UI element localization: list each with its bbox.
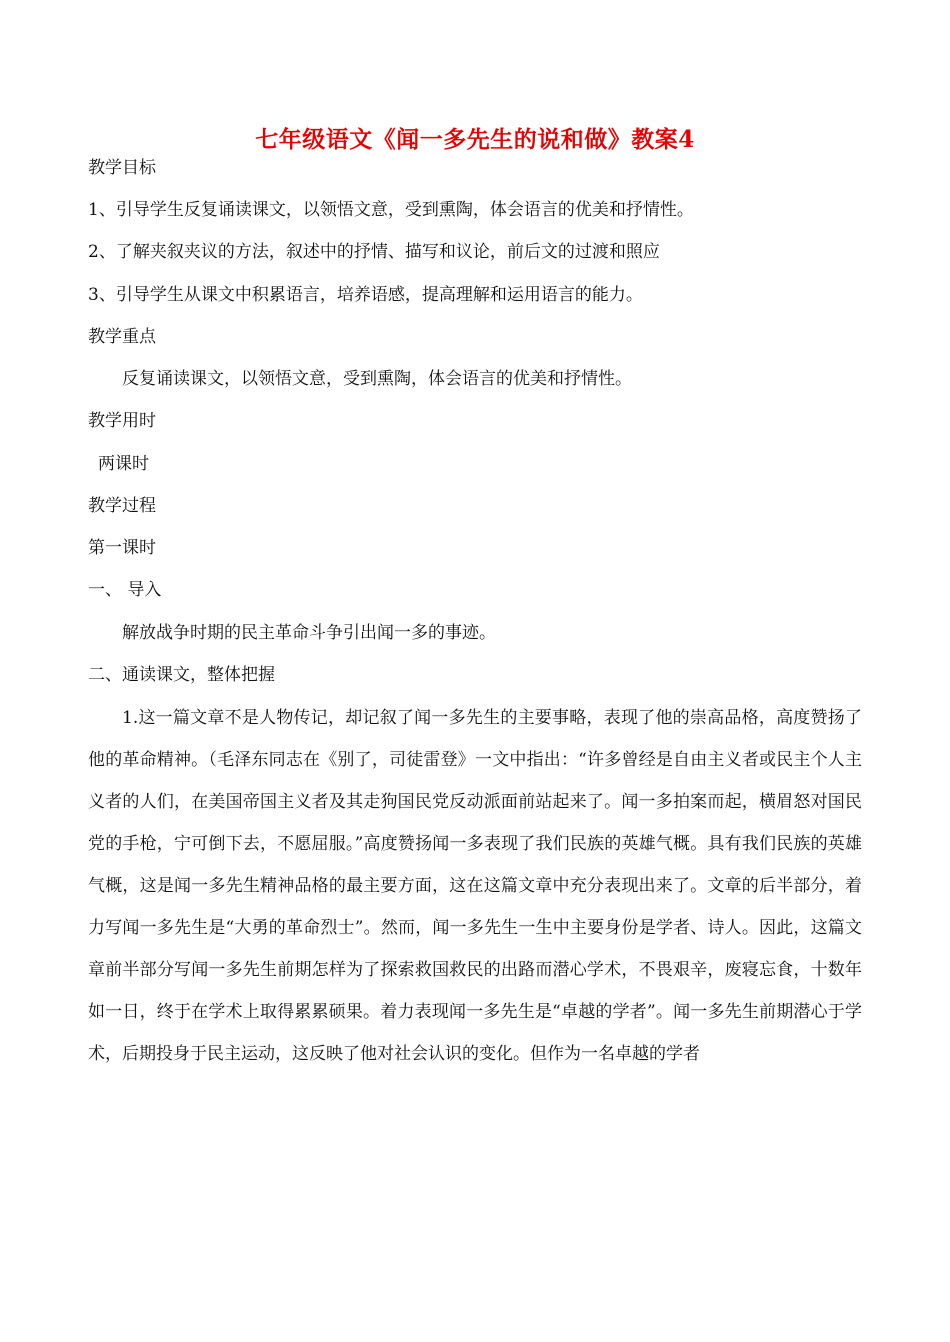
heading-lesson-one: 第一课时 xyxy=(88,538,156,558)
time-value: 两课时 xyxy=(98,454,149,474)
heading-key-points: 教学重点 xyxy=(88,327,156,347)
document-title: 七年级语文《闻一多先生的说和做》教案4 xyxy=(255,126,695,153)
heading-time: 教学用时 xyxy=(88,411,156,431)
key-point-text: 反复诵读课文，以领悟文意，受到熏陶，体会语言的优美和抒情性。 xyxy=(122,369,632,389)
section-intro-heading: 一、 导入 xyxy=(88,580,162,600)
body-paragraph: 1.这一篇文章不是人物传记，却记叙了闻一多先生的主要事略，表现了他的崇高品格，高度赞扬了他的革命精神。（毛泽东同志在《别了，司徒雷登》一文中指出：“许多曾经是自由主义者或民主个人主义者的人们，在美国帝国主义者及其走狗国民党反动派面前站起来了。闻一多拍案而起，横眉怒对国民党的手枪，宁可倒下去，不愿屈服。”高度赞扬闻一多表现了我们民族的英雄气概。具有我们民族的英雄气概，这是闻一多先生精神品格的最主要方面，这在这篇文章中充分表现出来了。文章的后半部分，着力写闻一多先生是“大勇的革命烈士”。然而，闻一多先生一生中主要身份是学者、诗人。因此，这篇文章前半部分写闻一多先生前期怎样为了探索救国救民的出路而潜心学术，不畏艰辛，废寝忘食，十数年如一日，终于在学术上取得累累硕果。着力表现闻一多先生是“卓越的学者”。闻一多先生前期潜心于学术，后期投身于民主运动，这反映了他对社会认识的变化。但作为一名卓越的学者 xyxy=(88,708,862,1064)
goal-item-2: 2、了解夹叙夹议的方法，叙述中的抒情、描写和议论，前后文的过渡和照应 xyxy=(88,242,660,262)
goal-item-3: 3、引导学生从课文中积累语言，培养语感，提高理解和运用语言的能力。 xyxy=(88,285,643,305)
section-intro-text: 解放战争时期的民主革命斗争引出闻一多的事迹。 xyxy=(122,623,496,643)
heading-teaching-goals: 教学目标 xyxy=(88,158,156,178)
heading-process: 教学过程 xyxy=(88,496,156,516)
section-reading-heading: 二、通读课文，整体把握 xyxy=(88,665,275,685)
goal-item-1: 1、引导学生反复诵读课文，以领悟文意，受到熏陶，体会语言的优美和抒情性。 xyxy=(88,200,694,220)
